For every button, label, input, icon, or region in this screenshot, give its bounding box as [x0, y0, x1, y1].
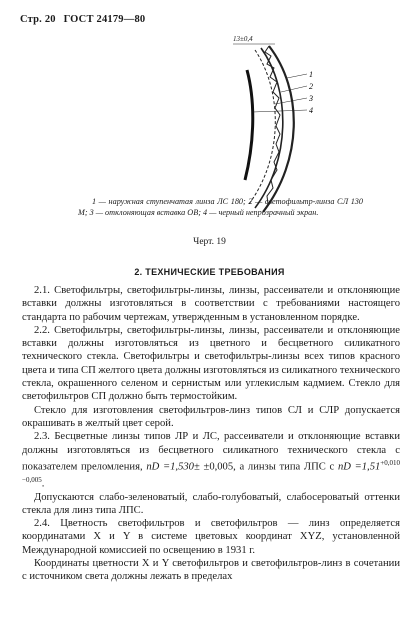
paragraph-2-1: 2.1. Светофильтры, светофильтры-линзы, линзы, рассеиватели и отклоняющие вставки должны изготовляться в соответствии с требованиями настоящего стандарта по рабочим чертежам, утвержденным в установленном порядке. [22, 285, 400, 323]
callout-3: 3 [309, 94, 313, 103]
callout-4: 4 [309, 106, 313, 115]
body-text [22, 284, 400, 584]
paragraph-2-3-part-b: ±0,005, а линзы типа ЛПС с [203, 461, 335, 473]
filter-lens-arc [255, 48, 283, 208]
leader-line-1 [287, 74, 307, 78]
paragraph-2-3-part-a: 2.3. Бесцветные линзы типов ЛР и ЛС, рассеиватели и отклоняющие вставки должны изготовляться из бесцветного силикатного технического стекла с показателем преломления, [22, 431, 400, 473]
paragraph-2-4-cont: Координаты цветности X и Y светофильтров и светофильтров-линз в сочетании с источником света должны лежать в пределах [22, 558, 400, 583]
stepped-lens-profile [263, 46, 280, 212]
callout-1: 1 [309, 70, 313, 79]
refraction-index-1: nD =1,530± [146, 461, 200, 473]
refraction-index-2: nD =1,51 [337, 461, 381, 473]
page-number: Стр. 20 [20, 14, 56, 25]
opaque-screen [245, 70, 253, 180]
paragraph-2-3-note: Допускаются слабо-зеленоватый, слабо-голубоватый, слабосероватый оттенки стекла для линз типа ЛПС. [22, 491, 400, 516]
leader-line-2 [281, 86, 307, 92]
paragraph-2-2-note: Стекло для изготовления светофильтров-линз типов СЛ и СЛР допускается окрашивать в желтый цвет серой. [22, 404, 400, 429]
paragraph-2-4: 2.4. Цветность светофильтров и светофильтров — линз определяется координатами X и Y в системе цветовых координат XYZ, установленной Международной комиссией по освещению в 1931 г. [22, 518, 400, 556]
dimension-label: 13±0,4 [233, 35, 253, 43]
paragraph-2-2: 2.2. Светофильтры, светофильтры-линзы, линзы, рассеиватели и отклоняющие вставки должны изготовляться из цветного и бесцветного силикатного технического стекла. Светофильтры и светофильтры-линзы всех типов красного цвета и типа СП желтого цвета должны изготовляться из силикатного технического стекла, окрашенного селеном и сернистым или углекислым кадмием. Стекло для светофильтров СП должно быть термостойким. [22, 324, 400, 403]
figure-caption [78, 196, 363, 218]
standard-number: ГОСТ 24179—80 [63, 14, 146, 25]
caption-text: 1 — наружная ступенчатая линза ЛС 180; 2 — светофильтр-линза СЛ 130 М; 3 — отклоняющая вставка ОВ; 4 — черный непрозрачный экран. [78, 197, 363, 217]
refraction-tolerance: +0,010 −0,005 [22, 458, 400, 484]
leader-line-4 [253, 110, 307, 112]
page-header [20, 14, 150, 25]
paragraph-2-3-part-c: . [41, 478, 45, 490]
figure-label: Черт. 19 [193, 237, 226, 247]
section-title: 2. ТЕХНИЧЕСКИЕ ТРЕБОВАНИЯ [134, 267, 285, 277]
callout-2: 2 [309, 82, 313, 91]
paragraph-2-3 [22, 430, 400, 490]
